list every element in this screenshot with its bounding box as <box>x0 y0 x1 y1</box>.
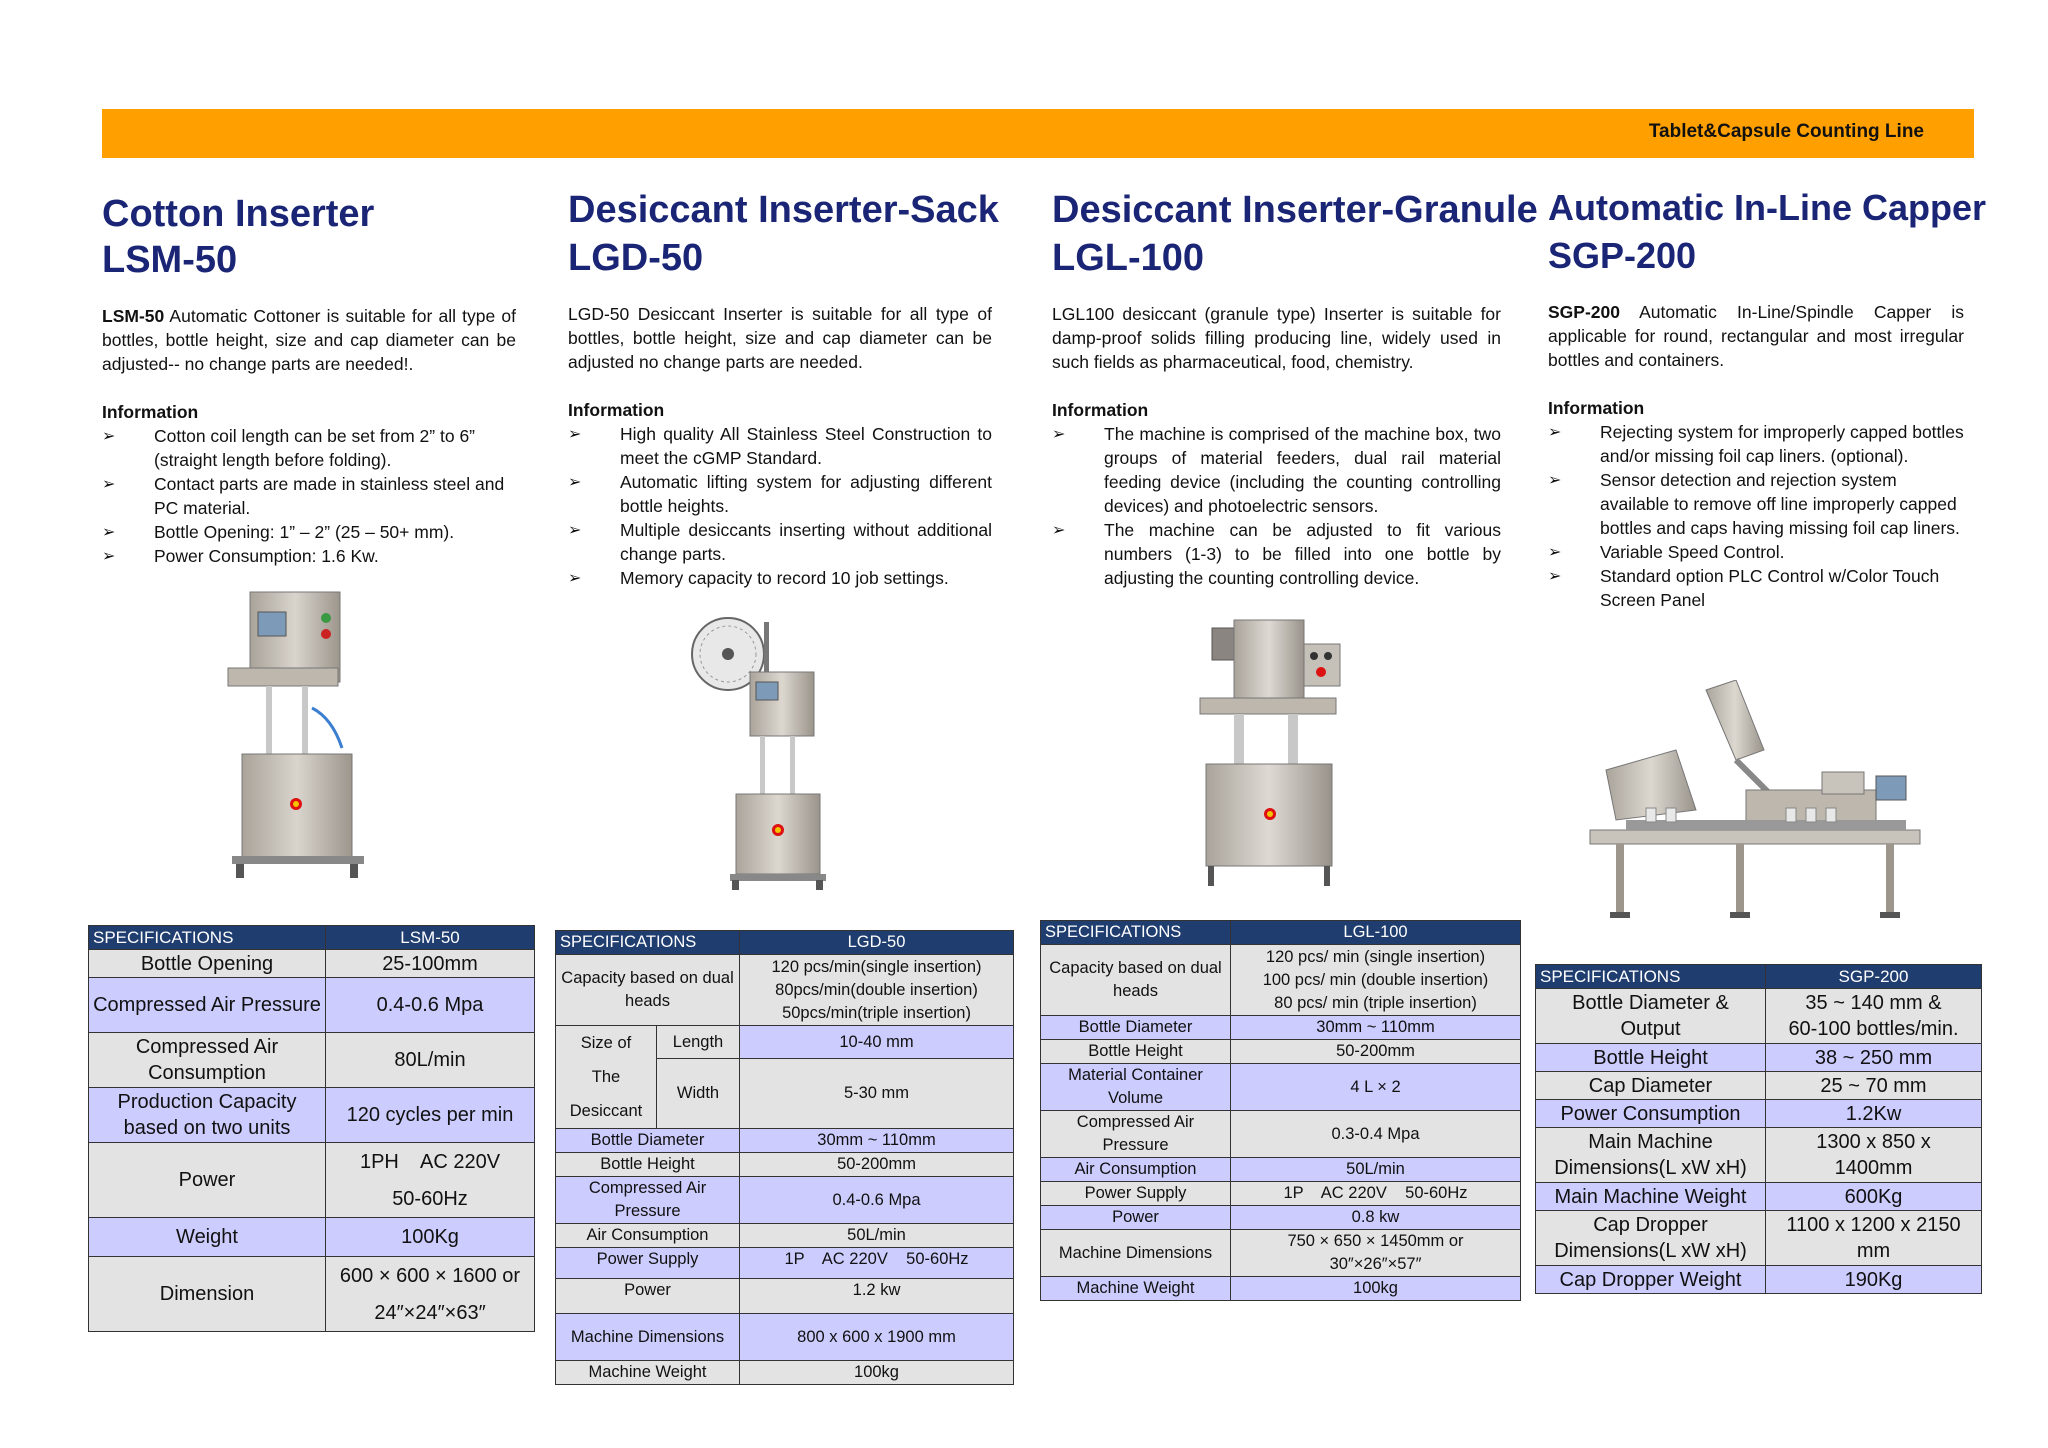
table-row: Capacity based on dual heads 120 pcs/ min (single insertion) 100 pcs/ min (double insertion) 80 pcs/ min (triple insertion) <box>1041 945 1521 1016</box>
table-row: Compressed Air Consumption 80L/min <box>89 1033 535 1088</box>
spec-header-model: LGD-50 <box>740 931 1014 955</box>
table-row: Bottle Height 50-200mm <box>1041 1040 1521 1064</box>
information-list <box>102 424 516 568</box>
product-description: LGD-50 Desiccant Inserter is suitable for all type of bottles, bottle height, size and cap diameter can be adjusted no change parts are needed. <box>568 304 992 372</box>
cotton-inserter-machine-image <box>222 588 382 884</box>
table-row: Cap Dropper Dimensions(L xW xH) 1100 x 1200 x 2150 mm <box>1536 1211 1982 1266</box>
table-row: Capacity based on dual heads 120 pcs/min(single insertion) 80pcs/min(double insertion) 50pcs/min(triple insertion) <box>556 955 1014 1026</box>
spec-table-lsm-50 <box>88 925 535 1332</box>
list-item: ➢ Variable Speed Control. <box>1548 540 1964 564</box>
table-row: Bottle Diameter 30mm ~ 110mm <box>1041 1016 1521 1040</box>
spec-header-model: LSM-50 <box>326 926 535 950</box>
list-item: ➢ Power Consumption: 1.6 Kw. <box>102 544 516 568</box>
information-heading: Information <box>568 400 665 420</box>
product-model: LSM-50 <box>102 239 238 281</box>
table-row: Machine Weight 100kg <box>1041 1277 1521 1301</box>
product-model: LGD-50 <box>568 237 704 279</box>
information-list <box>1548 420 1964 612</box>
information-list <box>1052 422 1501 590</box>
information-heading: Information <box>1548 398 1645 418</box>
list-item: ➢ The machine is comprised of the machine box, two groups of material feeders, dual rail material feeding device (including the counting controlling devices) and photoelectric sensors. <box>1052 422 1501 518</box>
product-desiccant-inserter-sack <box>568 186 999 590</box>
desiccant-sack-machine-image <box>690 612 840 892</box>
table-row: Power 0.8 kw <box>1041 1206 1521 1230</box>
spec-header-label: SPECIFICATIONS <box>89 926 326 950</box>
product-name: Desiccant Inserter-Granule <box>1052 189 1538 231</box>
spec-header-model: SGP-200 <box>1766 965 1982 989</box>
table-row: Power Consumption 1.2Kw <box>1536 1100 1982 1128</box>
table-row: Power 1.2 kw <box>556 1279 1014 1314</box>
product-desiccant-inserter-granule <box>1052 186 1538 590</box>
desiccant-granule-machine-image <box>1190 614 1350 890</box>
list-item: ➢ Memory capacity to record 10 job settings. <box>568 566 992 590</box>
list-item: ➢ The machine can be adjusted to fit various numbers (1-3) to be filled into one bottle by adjusting the counting controlling device. <box>1052 518 1501 590</box>
table-row: Bottle Opening 25-100mm <box>89 950 535 978</box>
table-row: Air Consumption 50L/min <box>1041 1158 1521 1182</box>
table-row: Cap Diameter 25 ~ 70 mm <box>1536 1072 1982 1100</box>
product-name: Automatic In-Line Capper <box>1548 187 1987 228</box>
information-list <box>568 422 992 590</box>
table-row: Size of The Desiccant Length 10-40 mm <box>556 1026 1014 1059</box>
table-row: Compressed Air Pressure 0.3-0.4 Mpa <box>1041 1111 1521 1158</box>
spec-header-label: SPECIFICATIONS <box>1536 965 1766 989</box>
product-cotton-inserter <box>102 188 516 568</box>
product-description: LGL100 desiccant (granule type) Inserter is suitable for damp-proof solids filling producing line, widely used in such fields as pharmaceutical, food, chemistry. <box>1052 304 1501 372</box>
table-row: Dimension 600 × 600 × 1600 or 24″×24″×63″ <box>89 1257 535 1332</box>
table-row: Compressed Air Pressure 0.4-0.6 Mpa <box>89 978 535 1033</box>
table-row: Material Container Volume 4 L × 2 <box>1041 1064 1521 1111</box>
table-row: Weight 100Kg <box>89 1218 535 1257</box>
spec-table-lgd-50 <box>555 930 1014 1385</box>
product-automatic-in-line-capper <box>1548 184 1987 612</box>
table-row: Bottle Height 50-200mm <box>556 1153 1014 1177</box>
product-name: Cotton Inserter <box>102 193 375 235</box>
table-row: Power Supply 1P AC 220V 50-60Hz <box>556 1248 1014 1279</box>
spec-table-sgp-200 <box>1535 964 1982 1294</box>
list-item: ➢ Sensor detection and rejection system available to remove off line improperly capped bottles and caps having missing foil cap liners. <box>1548 468 1964 540</box>
in-line-capper-machine-image <box>1586 680 1926 930</box>
product-model: LGL-100 <box>1052 237 1205 279</box>
information-heading: Information <box>102 402 199 422</box>
spec-header-model: LGL-100 <box>1231 921 1521 945</box>
spec-table-lgl-100 <box>1040 920 1521 1301</box>
list-item: ➢ Automatic lifting system for adjusting different bottle heights. <box>568 470 992 518</box>
list-item: ➢ Contact parts are made in stainless steel and PC material. <box>102 472 516 520</box>
header-banner <box>102 109 1974 158</box>
list-item: ➢ High quality All Stainless Steel Construction to meet the cGMP Standard. <box>568 422 992 470</box>
table-row: Bottle Diameter & Output 35 ~ 140 mm & 60-100 bottles/min. <box>1536 989 1982 1044</box>
spec-header-label: SPECIFICATIONS <box>1041 921 1231 945</box>
product-description: SGP-200 Automatic In-Line/Spindle Capper is applicable for round, rectangular and most irregular bottles and containers. <box>1548 302 1964 370</box>
table-row: Main Machine Dimensions(L xW xH) 1300 x 850 x 1400mm <box>1536 1128 1982 1183</box>
table-row: Main Machine Weight 600Kg <box>1536 1183 1982 1211</box>
information-heading: Information <box>1052 400 1149 420</box>
table-row: Power Supply 1P AC 220V 50-60Hz <box>1041 1182 1521 1206</box>
list-item: ➢ Rejecting system for improperly capped bottles and/or missing foil cap liners. (optional). <box>1548 420 1964 468</box>
product-name: Desiccant Inserter-Sack <box>568 189 999 231</box>
table-row: Bottle Height 38 ~ 250 mm <box>1536 1044 1982 1072</box>
table-row: Machine Weight 100kg <box>556 1361 1014 1385</box>
table-row: Cap Dropper Weight 190Kg <box>1536 1266 1982 1294</box>
table-row: Power 1PH AC 220V 50-60Hz <box>89 1143 535 1218</box>
table-row: Air Consumption 50L/min <box>556 1224 1014 1248</box>
list-item: ➢ Cotton coil length can be set from 2” to 6” (straight length before folding). <box>102 424 516 472</box>
list-item: ➢ Standard option PLC Control w/Color Touch Screen Panel <box>1548 564 1964 612</box>
table-row: Machine Dimensions 750 × 650 × 1450mm or 30″×26″×57″ <box>1041 1230 1521 1277</box>
banner-title: Tablet&Capsule Counting Line <box>1648 121 1924 142</box>
table-row: Production Capacity based on two units 120 cycles per min <box>89 1088 535 1143</box>
table-row: Compressed Air Pressure 0.4-0.6 Mpa <box>556 1177 1014 1224</box>
table-row: Width 5-30 mm <box>556 1059 1014 1129</box>
product-model: SGP-200 <box>1548 235 1697 276</box>
list-item: ➢ Multiple desiccants inserting without additional change parts. <box>568 518 992 566</box>
table-row: Machine Dimensions 800 x 600 x 1900 mm <box>556 1314 1014 1361</box>
list-item: ➢ Bottle Opening: 1” – 2” (25 – 50+ mm). <box>102 520 516 544</box>
product-description: LSM-50 Automatic Cottoner is suitable for all type of bottles, bottle height, size and cap diameter can be adjusted-- no change parts are needed!. <box>102 306 516 374</box>
table-row: Bottle Diameter 30mm ~ 110mm <box>556 1129 1014 1153</box>
spec-header-label: SPECIFICATIONS <box>556 931 740 955</box>
